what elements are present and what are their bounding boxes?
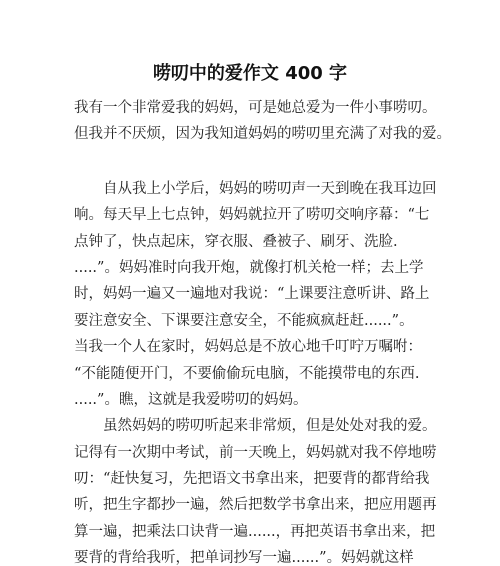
text-line: .....”。瞧，这就是我爱唠叨的妈妈。 [74,391,308,408]
text-line: 时，妈妈一遍又一遍地对我说：“上课要注意听讲、路上 [74,286,430,303]
paragraph-main [74,176,437,566]
text-line: .....”。妈妈准时向我开炮，就像打机关枪一样；去上学 [74,259,424,276]
text-line: 听，把生字都抄一遍，然后把数学书拿出来，把应用题再 [74,497,437,514]
page-title: 唠叨中的爱作文 400 字 [152,63,348,84]
article-body [74,95,451,566]
text-line: 自从我上小学后，妈妈的唠叨声一天到晚在我耳边回 [74,180,437,197]
paragraph-gap [74,148,434,176]
paragraph-intro [74,95,451,148]
text-line: 要背的背给我听，把单词抄写一遍......”。妈妈就这样 [74,550,414,566]
text-line: 当我一个人在家时，妈妈总是不放心地千叮咛万嘱咐： [74,339,422,356]
text-line: 但我并不厌烦，因为我知道妈妈的唠叨里充满了对我的爱。 [74,126,451,143]
text-line: 算一遍，把乘法口诀背一遍......，再把英语书拿出来，把 [74,523,436,540]
text-line: 我有一个非常爱我的妈妈，可是她总爱为一件小事唠叨。 [74,100,437,116]
text-line: 响。每天早上七点钟，妈妈就拉开了唠叨交响序幕：“七 [74,207,430,224]
text-line: 记得有一次期中考试，前一天晚上，妈妈就对我不停地唠 [74,444,437,461]
text-line: 叨：“赶快复习，先把语文书拿出来，把要背的都背给我 [74,471,430,488]
text-line: 点钟了，快点起床，穿衣服、叠被子、刷牙、洗脸. [74,233,398,250]
text-line: 要注意安全、下课要注意安全，不能疯疯赶赶......”。 [74,312,414,329]
text-line: “不能随便开门，不要偷偷玩电脑，不能摸带电的东西. [74,365,420,382]
text-line: 虽然妈妈的唠叨听起来非常烦，但是处处对我的爱。 [74,418,437,435]
